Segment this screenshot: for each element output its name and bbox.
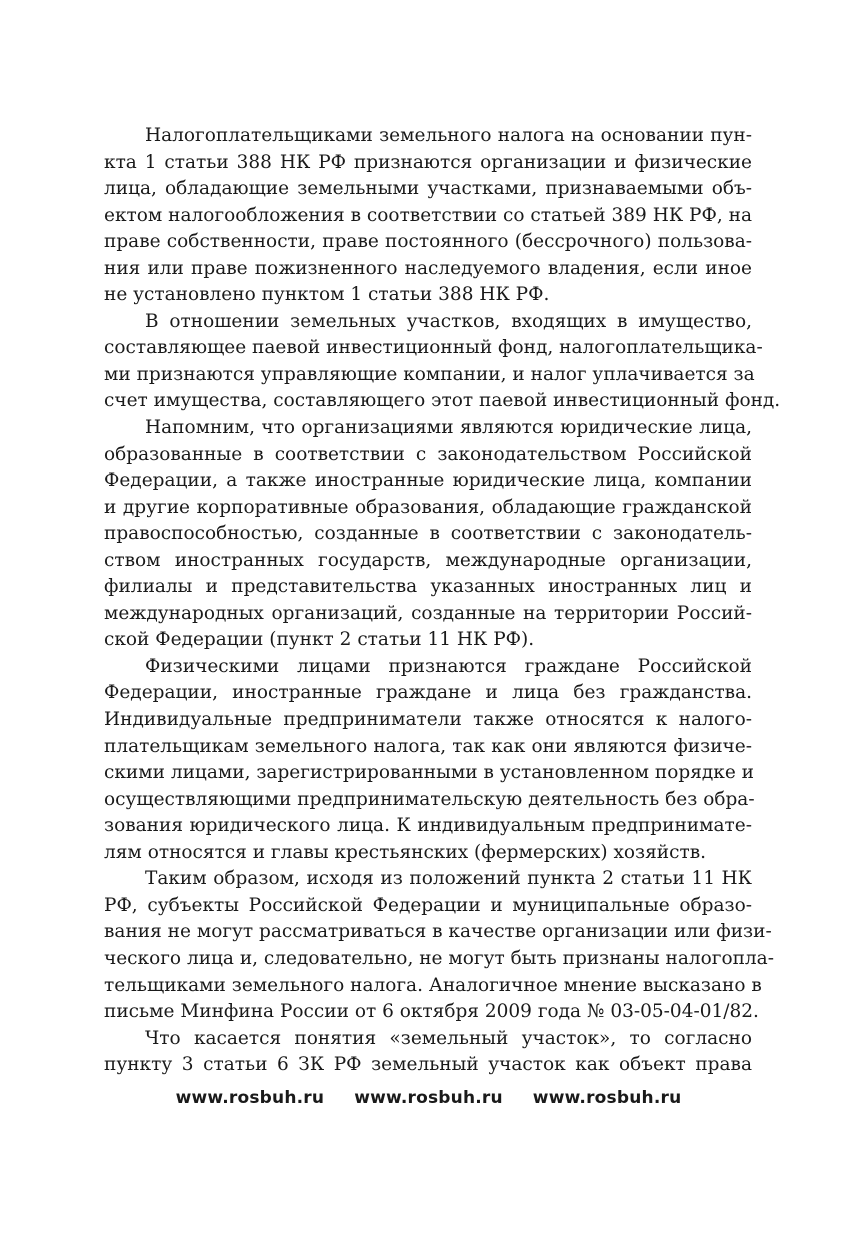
paragraph-line: правоспособностью, созданные в соответствии с законодатель- [104, 523, 752, 545]
paragraph-4 [104, 654, 755, 866]
paragraph-line: Налогоплательщиками земельного налога на основании пун- [145, 125, 752, 146]
paragraph-3 [104, 415, 752, 654]
paragraph-line: ской Федерации (пункт 2 статьи 11 НК РФ). [104, 629, 535, 651]
paragraph-line: праве собственности, праве постоянного (бессрочного) пользова- [104, 231, 752, 253]
paragraph-line: скими лицами, зарегистрированными в установленном порядке и [104, 762, 755, 784]
paragraph-line: кта 1 статьи 388 НК РФ признаются организации и физические [104, 151, 752, 173]
paragraph-line: лица, обладающие земельными участками, признаваемыми объ- [104, 178, 752, 200]
paragraph-line: Напомним, что организациями являются юридические лица, [145, 417, 752, 439]
paragraph-line: составляющее паевой инвестиционный фонд, налогоплательщика- [104, 337, 763, 359]
paragraph-line: зования юридического лица. К индивидуальным предпринимате- [104, 815, 752, 837]
footer-website-link[interactable]: www.rosbuh.ru [354, 1088, 503, 1108]
paragraph-line: тельщиками земельного налога. Аналогичное мнение высказано в [104, 974, 762, 996]
document-body [104, 123, 781, 1079]
page-footer [0, 1088, 857, 1116]
paragraph-line: ния или праве пожизненного наследуемого владения, если иное [104, 257, 752, 279]
paragraph-line: В отношении земельных участков, входящих в имущество, [145, 310, 752, 332]
paragraph-line: Федерации, а также иностранные юридические лица, компании [104, 470, 752, 492]
paragraph-line: пункту 3 статьи 6 ЗК РФ земельный участок как объект права [104, 1054, 752, 1076]
paragraph-line: вания не могут рассматриваться в качестве организации или физи- [104, 921, 772, 943]
paragraph-line: лям относятся и главы крестьянских (фермерских) хозяйств. [104, 841, 707, 863]
footer-website-link[interactable]: www.rosbuh.ru [532, 1088, 682, 1108]
paragraph-line: Таким образом, исходя из положений пункта 2 статьи 11 НК [145, 868, 752, 890]
paragraph-line: письме Минфина России от 6 октября 2009 года № 03-05-04-01/82. [104, 1001, 759, 1023]
paragraph-line: ством иностранных государств, международные организации, [104, 549, 752, 571]
paragraph-line: осуществляющими предпринимательскую деятельность без обра- [104, 788, 755, 810]
paragraph-line: не установлено пунктом 1 статьи 388 НК РФ. [104, 284, 550, 306]
paragraph-line: счет имущества, составляющего этот паевой инвестиционный фонд. [104, 390, 781, 412]
paragraph-line: ческого лица и, следовательно, не могут быть признаны налогопла- [104, 947, 774, 969]
paragraph-1 [104, 123, 752, 309]
paragraph-line: Что касается понятия «земельный участок», то согласно [145, 1027, 752, 1049]
paragraph-line: Физическими лицами признаются граждане Российской [145, 655, 752, 677]
paragraph-line: ми признаются управляющие компании, и налог уплачивается за [104, 363, 755, 385]
paragraph-line: Федерации, иностранные граждане и лица без гражданства. [104, 682, 752, 704]
paragraph-5 [104, 866, 774, 1025]
paragraph-6 [104, 1026, 752, 1079]
paragraph-line: международных организаций, созданные на территории Россий- [104, 602, 752, 624]
footer-website-link[interactable]: www.rosbuh.ru [175, 1088, 325, 1108]
paragraph-line: и другие корпоративные образования, обладающие гражданской [104, 496, 752, 518]
paragraph-line: Индивидуальные предприниматели также относятся к налого- [104, 709, 752, 731]
paragraph-line: плательщикам земельного налога, так как они являются физиче- [104, 735, 752, 757]
paragraph-line: ектом налогообложения в соответствии со статьей 389 НК РФ, на [104, 204, 752, 226]
paragraph-line: РФ, субъекты Российской Федерации и муниципальные образо- [104, 894, 752, 916]
paragraph-2 [104, 309, 781, 415]
paragraph-line: образованные в соответствии с законодательством Российской [104, 443, 752, 465]
paragraph-line: филиалы и представительства указанных иностранных лиц и [104, 576, 752, 598]
